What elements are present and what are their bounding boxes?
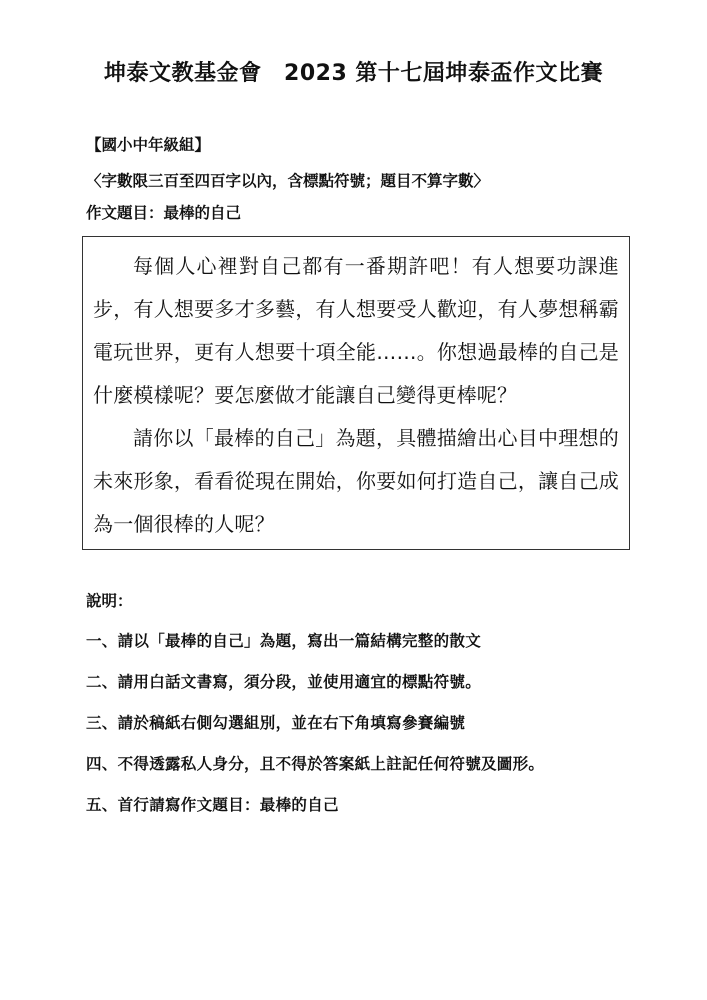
note-item-3: 三、請於稿紙右側勾選組別，並在右下角填寫參賽編號 — [86, 714, 466, 732]
document-title: 坤泰文教基金會 2023 第十七屆坤泰盃作文比賽 — [104, 61, 603, 86]
prompt-paragraph-1: 每個人心裡對自己都有一番期許吧！有人想要功課進步，有人想要多才多藝，有人想要受人歡迎，有人夢想稱霸電玩世界，更有人想要十項全能……。你想過最棒的自己是什麼模樣呢？要怎麼做才能讓自己變得更棒呢？ — [93, 254, 619, 407]
essay-topic: 作文題目：最棒的自己 — [86, 204, 242, 222]
notes-heading: 說明： — [86, 592, 133, 610]
prompt-box — [82, 236, 630, 550]
prompt-paragraph-2: 請你以「最棒的自己」為題，具體描繪出心目中理想的未來形象，看看從現在開始，你要如何打造自己，讓自己成為一個很棒的人呢？ — [93, 426, 619, 536]
note-item-4: 四、不得透露私人身分，且不得於答案紙上註記任何符號及圖形。 — [86, 755, 545, 773]
note-item-5: 五、首行請寫作文題目：最棒的自己 — [86, 796, 339, 814]
group-label: 【國小中年級組】 — [86, 136, 211, 154]
notes-list — [86, 626, 544, 831]
note-item-2: 二、請用白話文書寫，須分段，並使用適宜的標點符號。 — [86, 673, 482, 691]
note-item-1: 一、請以「最棒的自己」為題，寫出一篇結構完整的散文 — [86, 632, 482, 650]
word-limit-note: 〈字數限三百至四百字以內，含標點符號；題目不算字數〉 — [86, 172, 490, 190]
